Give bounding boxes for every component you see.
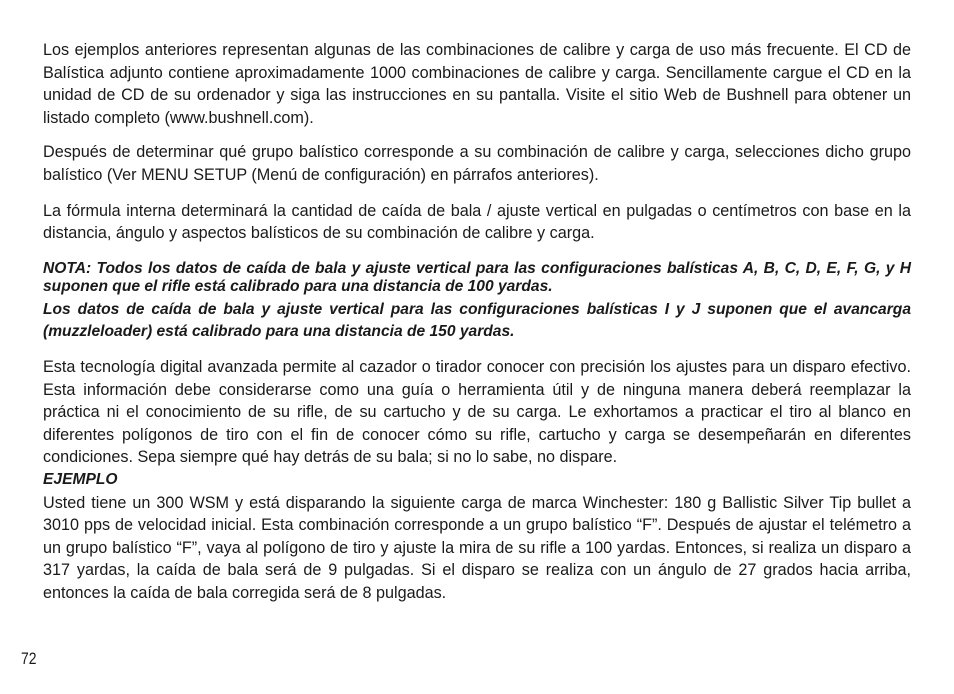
- example-heading: EJEMPLO: [43, 470, 118, 488]
- page-number: 72: [21, 649, 37, 668]
- paragraph-technology: Esta tecnología digital avanzada permite al cazador o tirador conocer con precisión los ajustes para un disparo efectivo. Esta información debe considerarse como una guía o herramienta útil y de ninguna manera deberá reemplazar la práctica ni el conocimiento de su rifle, de su cartucho y de su carga. Le exhortamos a practicar el tiro al blanco en diferentes polígonos de tiro con el fin de conocer cómo su rifle, cartucho y carga se desempeñarán en diferentes condiciones. Sepa siempre qué hay detrás de su bala; si no lo sabe, no dispare.: [43, 357, 911, 467]
- paragraph-ballistic-cd: Los ejemplos anteriores representan algunas de las combinaciones de calibre y carga de uso más frecuente. El CD de Balística adjunto contiene aproximadamente 1000 combinaciones de calibre y carga. Sencillamente cargue el CD en la unidad de CD de su ordenador y siga las instrucciones en su pantalla. Visite el sitio Web de Bushnell para obtener un listado completo (www.bushnell.com).: [43, 41, 911, 127]
- paragraph-example: Usted tiene un 300 WSM y está disparando la siguiente carga de marca Winchester: 180 g Ballistic Silver Tip bullet a 3010 pps de velocidad inicial. Esta combinación corresponde a un grupo balístico “F”. Después de ajustar el telémetro a un grupo balístico “F”, vaya al polígono de tiro y ajuste la mira de su rifle a 100 yardas. Entonces, si realiza un disparo a 317 yardas, la caída de bala será de 9 pulgadas. Si el disparo se realiza con un ángulo de 27 grados hacia arriba, entonces la caída de bala corregida será de 8 pulgadas.: [43, 493, 911, 602]
- note-calibration-100: NOTA: Todos los datos de caída de bala y ajuste vertical para las configuraciones balísticas A, B, C, D, E, F, G, y H suponen que el rifle está calibrado para una distancia de 100 yardas.: [43, 259, 911, 295]
- note-calibration-150: Los datos de caída de bala y ajuste vertical para las configuraciones balísticas I y J suponen que el avancarga (muzzleloader) está calibrado para una distancia de 150 yardas.: [43, 300, 911, 341]
- paragraph-select-group: Después de determinar qué grupo balístico corresponde a su combinación de calibre y carga, selecciones dicho grupo balístico (Ver MENU SETUP (Menú de configuración) en párrafos anteriores).: [43, 143, 911, 184]
- document-body: [43, 39, 911, 604]
- paragraph-internal-formula: La fórmula interna determinará la cantidad de caída de bala / ajuste vertical en pulgadas o centímetros con base en la distancia, ángulo y aspectos balísticos de su combinación de calibre y carga.: [43, 201, 911, 243]
